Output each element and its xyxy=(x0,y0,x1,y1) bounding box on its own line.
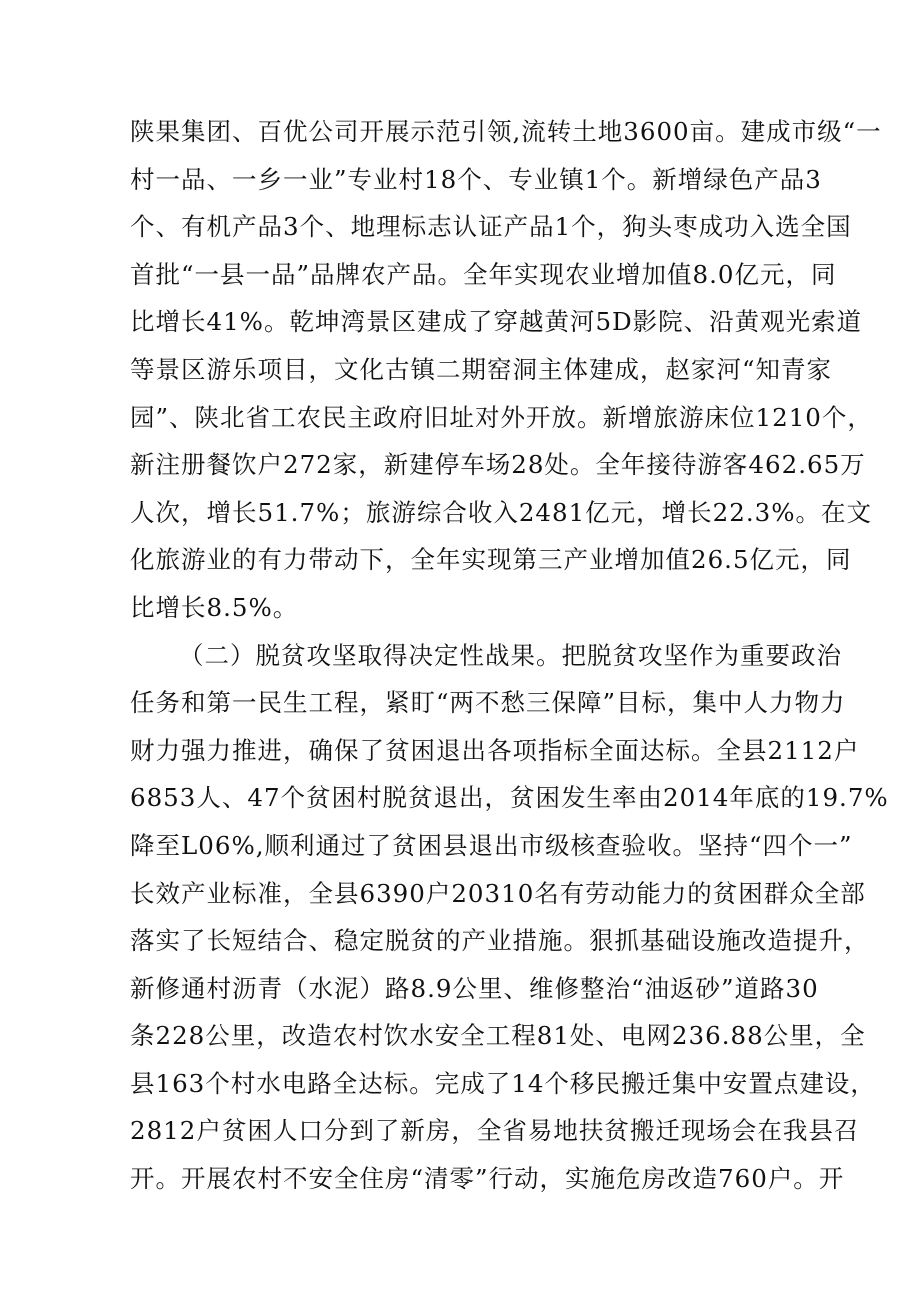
text-line: 落实了长短结合、稳定脱贫的产业措施。狠抓基础设施改造提升， xyxy=(130,926,870,956)
text-line: 首批“一县一品”品牌农产品。全年实现农业增加值8.0亿元，同 xyxy=(130,259,837,289)
text-line: 条228公里，改造农村饮水安全工程81处、电网236.88公里，全 xyxy=(130,1021,866,1051)
text-line: 个、有机产品3个、地理标志认证产品1个，狗头枣成功入选全国 xyxy=(130,212,852,242)
text-line: 任务和第一民生工程，紧盯“两不愁三保障”目标，集中人力物力 xyxy=(130,688,846,718)
text-line: 县163个村水电路全达标。完成了14个移民搬迁集中安置点建设， xyxy=(130,1068,876,1098)
text-line: 新修通村沥青（水泥）路8.9公里、维修整治“油返砂”道路30 xyxy=(130,973,819,1003)
text-line: 等景区游乐项目，文化古镇二期窑洞主体建成，赵家河“知青家 xyxy=(130,354,833,384)
text-line: 财力强力推进，确保了贫困退出各项指标全面达标。全县2112户 xyxy=(130,735,860,765)
body-text xyxy=(130,108,889,1203)
text-line: 村一品、一乡一业”专业村18个、专业镇1个。新增绿色产品3 xyxy=(130,164,822,194)
text-line: 比增长41%。乾坤湾景区建成了穿越黄河5D影院、沿黄观光索道 xyxy=(130,307,863,337)
text-line: 陕果集团、百优公司开展示范引领,流转土地3600亩。建成市级“一 xyxy=(130,117,882,146)
text-line: 园”、陕北省工农民主政府旧址对外开放。新增旅游床位1210个， xyxy=(130,402,873,432)
text-line: 比增长8.5%。 xyxy=(130,592,299,622)
section-heading-line: （二）脱贫攻坚取得决定性战果。把脱贫攻坚作为重要政治 xyxy=(179,640,842,670)
text-line: 新注册餐饮户272家，新建停车场28处。全年接待游客462.65万 xyxy=(130,450,866,480)
text-line: 开。开展农村不安全住房“清零”行动，实施危房改造760户。开 xyxy=(130,1164,845,1194)
text-line: 长效产业标准，全县6390户20310名有劳动能力的贫困群众全部 xyxy=(130,878,866,908)
text-line: 6853人、47个贫困村脱贫退出，贫困发生率由2014年底的19.7% xyxy=(130,783,889,813)
text-line: 降至L06%,顺利通过了贫困县退出市级核查验收。坚持“四个一” xyxy=(130,830,853,860)
text-line: 2812户贫困人口分到了新房，全省易地扶贫搬迁现场会在我县召 xyxy=(130,1116,860,1146)
text-line: 人次，增长51.7%；旅游综合收入2481亿元，增长22.3%。在文 xyxy=(130,497,873,527)
text-line: 化旅游业的有力带动下，全年实现第三产业增加值26.5亿元，同 xyxy=(130,545,852,575)
